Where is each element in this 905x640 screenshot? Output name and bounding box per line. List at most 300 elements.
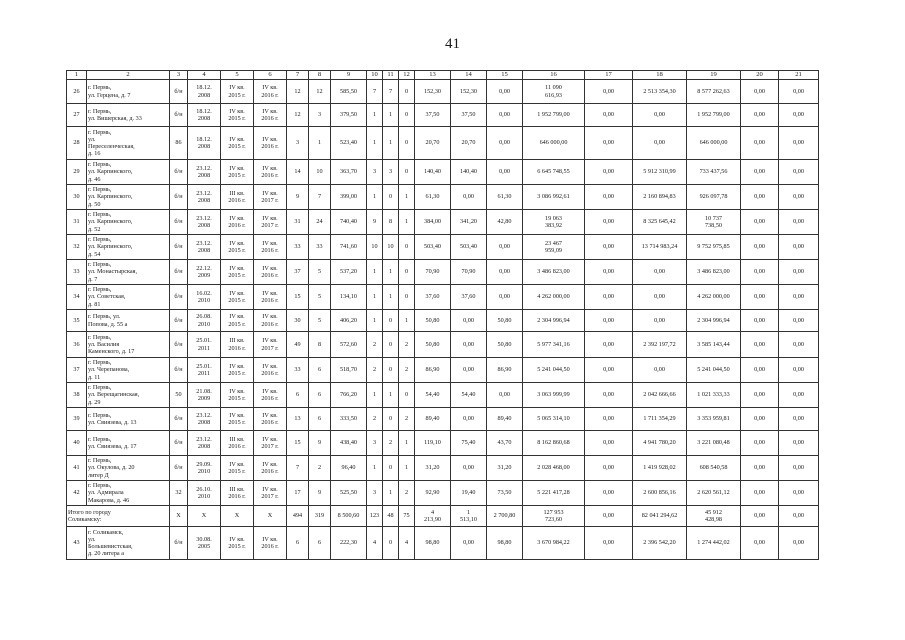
row-number-cell: 36 bbox=[67, 332, 87, 358]
value-cell: 525,50 bbox=[331, 481, 367, 506]
column-number-cell: 18 bbox=[633, 71, 687, 80]
row-number-cell: 28 bbox=[67, 127, 87, 160]
value-cell: 7 bbox=[287, 456, 309, 481]
row-number-cell: 26 bbox=[67, 80, 87, 104]
value-cell: 2 bbox=[367, 408, 383, 431]
value-cell: 3 bbox=[383, 160, 399, 185]
table-row bbox=[67, 358, 819, 383]
value-cell: 98,80 bbox=[415, 527, 451, 560]
housing-table bbox=[66, 70, 819, 560]
value-cell: 0,00 bbox=[451, 527, 487, 560]
value-cell: 61,30 bbox=[487, 185, 523, 210]
table-row bbox=[67, 481, 819, 506]
value-cell: 0,00 bbox=[585, 481, 633, 506]
table-row bbox=[67, 310, 819, 332]
column-number-cell: 1 bbox=[67, 71, 87, 80]
value-cell: 0,00 bbox=[585, 210, 633, 235]
table-row bbox=[67, 383, 819, 408]
value-cell: 37,50 bbox=[415, 104, 451, 127]
value-cell: 9 bbox=[309, 431, 331, 456]
value-cell: 1 bbox=[383, 127, 399, 160]
value-cell: 0,00 bbox=[741, 527, 779, 560]
value-cell: IV кв. 2016 г. bbox=[254, 456, 287, 481]
table-row bbox=[67, 104, 819, 127]
value-cell: 5 bbox=[309, 260, 331, 285]
value-cell: 0,00 bbox=[451, 456, 487, 481]
value-cell: 0,00 bbox=[779, 408, 819, 431]
value-cell: 96,40 bbox=[331, 456, 367, 481]
value-cell: 0,00 bbox=[633, 260, 687, 285]
address-cell: г. Пермь, ул. Адмирала Макарова, д. 46 bbox=[87, 481, 170, 506]
value-cell: 572,60 bbox=[331, 332, 367, 358]
value-cell: IV кв. 2017 г. bbox=[254, 185, 287, 210]
value-cell: 0,00 bbox=[451, 358, 487, 383]
value-cell: 0,00 bbox=[585, 358, 633, 383]
table-row bbox=[67, 235, 819, 260]
value-cell: 0,00 bbox=[779, 431, 819, 456]
value-cell: 0,00 bbox=[741, 332, 779, 358]
value-cell: 4 bbox=[399, 527, 415, 560]
value-cell: 0 bbox=[383, 408, 399, 431]
value-cell: 0,00 bbox=[779, 456, 819, 481]
value-cell: 37,60 bbox=[451, 285, 487, 310]
column-number-row bbox=[67, 71, 819, 80]
value-cell: 0,00 bbox=[451, 408, 487, 431]
value-cell: 8 bbox=[383, 210, 399, 235]
value-cell: 140,40 bbox=[415, 160, 451, 185]
value-cell: 740,40 bbox=[331, 210, 367, 235]
address-cell: г. Пермь, ул. Окулова, д. 20 литер Д bbox=[87, 456, 170, 481]
value-cell: 13 bbox=[287, 408, 309, 431]
row-number-cell: 42 bbox=[67, 481, 87, 506]
row-number-cell: 31 bbox=[67, 210, 87, 235]
column-number-cell: 17 bbox=[585, 71, 633, 80]
row-number-cell: 39 bbox=[67, 408, 87, 431]
value-cell: 379,50 bbox=[331, 104, 367, 127]
value-cell: 32 bbox=[170, 481, 188, 506]
value-cell: 23.12. 2008 bbox=[188, 160, 221, 185]
column-number-cell: 5 bbox=[221, 71, 254, 80]
value-cell: 0,00 bbox=[741, 358, 779, 383]
table-row bbox=[67, 127, 819, 160]
value-cell: IV кв. 2015 г. bbox=[221, 285, 254, 310]
value-cell: 1 bbox=[309, 127, 331, 160]
row-number-cell: 40 bbox=[67, 431, 87, 456]
value-cell: 26.08. 2010 bbox=[188, 310, 221, 332]
value-cell: 73,50 bbox=[487, 481, 523, 506]
value-cell: 2 304 996,94 bbox=[523, 310, 585, 332]
value-cell: 0,00 bbox=[779, 127, 819, 160]
value-cell: 2 396 542,20 bbox=[633, 527, 687, 560]
value-cell: 2 bbox=[309, 456, 331, 481]
value-cell: 14 bbox=[287, 160, 309, 185]
value-cell: 1 419 928,02 bbox=[633, 456, 687, 481]
value-cell: 0 bbox=[399, 235, 415, 260]
column-number-cell: 3 bbox=[170, 71, 188, 80]
value-cell: 92,90 bbox=[415, 481, 451, 506]
value-cell: 33 bbox=[309, 235, 331, 260]
value-cell: 2 bbox=[383, 431, 399, 456]
address-cell: г. Пермь, ул. Верещагинская, д. 29 bbox=[87, 383, 170, 408]
value-cell: X bbox=[188, 506, 221, 527]
value-cell: 0,00 bbox=[585, 185, 633, 210]
value-cell: 333,50 bbox=[331, 408, 367, 431]
value-cell: 0,00 bbox=[585, 332, 633, 358]
address-cell: г. Пермь, ул. Карпинского, д. 54 bbox=[87, 235, 170, 260]
value-cell: 608 540,58 bbox=[687, 456, 741, 481]
value-cell: 0 bbox=[383, 527, 399, 560]
value-cell: 31,20 bbox=[487, 456, 523, 481]
value-cell: 3 063 999,99 bbox=[523, 383, 585, 408]
value-cell: 0 bbox=[399, 160, 415, 185]
value-cell: 1 bbox=[367, 127, 383, 160]
value-cell: 37,60 bbox=[415, 285, 451, 310]
value-cell: 123 bbox=[367, 506, 383, 527]
value-cell: 2 600 856,16 bbox=[633, 481, 687, 506]
value-cell: 384,00 bbox=[415, 210, 451, 235]
value-cell: IV кв. 2016 г. bbox=[254, 260, 287, 285]
row-number-cell: 35 bbox=[67, 310, 87, 332]
value-cell: 140,40 bbox=[451, 160, 487, 185]
row-number-cell: 34 bbox=[67, 285, 87, 310]
address-cell: г. Пермь, ул. Карпинского, д. 50 bbox=[87, 185, 170, 210]
value-cell: 7 bbox=[367, 80, 383, 104]
value-cell: 3 585 143,44 bbox=[687, 332, 741, 358]
value-cell: 0,00 bbox=[451, 310, 487, 332]
value-cell: IV кв. 2016 г. bbox=[221, 210, 254, 235]
value-cell: 2 bbox=[367, 358, 383, 383]
value-cell: 0,00 bbox=[487, 260, 523, 285]
value-cell: 0,00 bbox=[585, 235, 633, 260]
value-cell: б/н bbox=[170, 431, 188, 456]
value-cell: IV кв. 2016 г. bbox=[254, 408, 287, 431]
row-number-cell: 43 bbox=[67, 527, 87, 560]
value-cell: 2 160 894,83 bbox=[633, 185, 687, 210]
value-cell: 1 bbox=[383, 383, 399, 408]
value-cell: б/н bbox=[170, 185, 188, 210]
value-cell: 0,00 bbox=[779, 310, 819, 332]
column-number-cell: 20 bbox=[741, 71, 779, 80]
total-row bbox=[67, 506, 819, 527]
value-cell: IV кв. 2016 г. bbox=[254, 160, 287, 185]
column-number-cell: 7 bbox=[287, 71, 309, 80]
value-cell: 18.12. 2008 bbox=[188, 80, 221, 104]
value-cell: 0 bbox=[399, 383, 415, 408]
value-cell: 0,00 bbox=[487, 285, 523, 310]
table-row bbox=[67, 408, 819, 431]
value-cell: X bbox=[221, 506, 254, 527]
row-number-cell: 41 bbox=[67, 456, 87, 481]
value-cell: 98,80 bbox=[487, 527, 523, 560]
value-cell: 25.01. 2011 bbox=[188, 358, 221, 383]
value-cell: 766,20 bbox=[331, 383, 367, 408]
value-cell: 0,00 bbox=[585, 127, 633, 160]
value-cell: 20,70 bbox=[451, 127, 487, 160]
value-cell: 70,90 bbox=[415, 260, 451, 285]
value-cell: 75 bbox=[399, 506, 415, 527]
value-cell: 33 bbox=[287, 358, 309, 383]
value-cell: 0,00 bbox=[487, 383, 523, 408]
value-cell: 54,40 bbox=[451, 383, 487, 408]
value-cell: б/н bbox=[170, 358, 188, 383]
value-cell: 10 bbox=[383, 235, 399, 260]
value-cell: 0,00 bbox=[779, 527, 819, 560]
column-number-cell: 9 bbox=[331, 71, 367, 80]
value-cell: IV кв. 2015 г. bbox=[221, 408, 254, 431]
value-cell: 2 bbox=[399, 408, 415, 431]
value-cell: 3 bbox=[367, 160, 383, 185]
value-cell: 31,20 bbox=[415, 456, 451, 481]
value-cell: 61,30 bbox=[415, 185, 451, 210]
address-cell: г. Пермь, ул. Карпинского, д. 52 bbox=[87, 210, 170, 235]
value-cell: 24 bbox=[309, 210, 331, 235]
value-cell: 363,70 bbox=[331, 160, 367, 185]
value-cell: 0,00 bbox=[779, 160, 819, 185]
value-cell: 0,00 bbox=[741, 310, 779, 332]
value-cell: 0,00 bbox=[633, 310, 687, 332]
address-cell: г. Пермь, ул. Попова, д. 55 а bbox=[87, 310, 170, 332]
value-cell: 6 bbox=[309, 408, 331, 431]
value-cell: 0 bbox=[399, 260, 415, 285]
value-cell: 0,00 bbox=[741, 383, 779, 408]
value-cell: 20,70 bbox=[415, 127, 451, 160]
value-cell: IV кв. 2016 г. bbox=[254, 235, 287, 260]
value-cell: 0,00 bbox=[585, 527, 633, 560]
value-cell: IV кв. 2016 г. bbox=[254, 310, 287, 332]
address-cell: г. Пермь, ул. Черепанова, д. 11 bbox=[87, 358, 170, 383]
value-cell: 0,00 bbox=[779, 260, 819, 285]
value-cell: 3 486 823,00 bbox=[687, 260, 741, 285]
value-cell: 5 065 314,10 bbox=[523, 408, 585, 431]
value-cell: 30.08. 2005 bbox=[188, 527, 221, 560]
table-row bbox=[67, 332, 819, 358]
value-cell: 0,00 bbox=[633, 104, 687, 127]
table-row bbox=[67, 80, 819, 104]
value-cell: 0,00 bbox=[741, 160, 779, 185]
value-cell: 43,70 bbox=[487, 431, 523, 456]
value-cell: IV кв. 2016 г. bbox=[254, 383, 287, 408]
total-label-cell: Итого по городу Соликамску: bbox=[67, 506, 170, 527]
address-cell: г. Соликамск, ул. Большевистская, д. 20 литера а bbox=[87, 527, 170, 560]
value-cell: 4 262 000,00 bbox=[687, 285, 741, 310]
value-cell: 1 bbox=[399, 185, 415, 210]
value-cell: 1 952 799,00 bbox=[523, 104, 585, 127]
address-cell: г. Пермь, ул. Переселенческая, д. 16 bbox=[87, 127, 170, 160]
value-cell: 33 bbox=[287, 235, 309, 260]
value-cell: IV кв. 2017 г. bbox=[254, 332, 287, 358]
value-cell: 75,40 bbox=[451, 431, 487, 456]
value-cell: IV кв. 2016 г. bbox=[254, 80, 287, 104]
value-cell: IV кв. 2017 г. bbox=[254, 210, 287, 235]
value-cell: 0,00 bbox=[741, 127, 779, 160]
value-cell: 9 bbox=[287, 185, 309, 210]
value-cell: 2 304 996,94 bbox=[687, 310, 741, 332]
value-cell: 0,00 bbox=[741, 506, 779, 527]
value-cell: 0,00 bbox=[779, 210, 819, 235]
value-cell: 0 bbox=[383, 332, 399, 358]
value-cell: 0,00 bbox=[779, 104, 819, 127]
value-cell: 0,00 bbox=[779, 235, 819, 260]
value-cell: 0,00 bbox=[779, 506, 819, 527]
value-cell: 1 bbox=[367, 260, 383, 285]
value-cell: 12 bbox=[287, 80, 309, 104]
value-cell: 0,00 bbox=[487, 104, 523, 127]
value-cell: 0,00 bbox=[779, 185, 819, 210]
value-cell: 399,00 bbox=[331, 185, 367, 210]
value-cell: 17 bbox=[287, 481, 309, 506]
page-number: 41 bbox=[445, 36, 460, 52]
value-cell: 3 bbox=[309, 104, 331, 127]
value-cell: 25.01. 2011 bbox=[188, 332, 221, 358]
value-cell: 8 500,60 bbox=[331, 506, 367, 527]
value-cell: 0,00 bbox=[779, 332, 819, 358]
value-cell: 5 241 044,50 bbox=[523, 358, 585, 383]
value-cell: X bbox=[170, 506, 188, 527]
value-cell: IV кв. 2016 г. bbox=[254, 285, 287, 310]
value-cell: б/н bbox=[170, 104, 188, 127]
value-cell: 16.02. 2010 bbox=[188, 285, 221, 310]
value-cell: 119,10 bbox=[415, 431, 451, 456]
column-number-cell: 21 bbox=[779, 71, 819, 80]
value-cell: 9 752 975,85 bbox=[687, 235, 741, 260]
value-cell: 1 bbox=[367, 383, 383, 408]
value-cell: 0 bbox=[399, 80, 415, 104]
value-cell: 1 952 799,00 bbox=[687, 104, 741, 127]
value-cell: 31 bbox=[287, 210, 309, 235]
column-number-cell: 4 bbox=[188, 71, 221, 80]
value-cell: 10 bbox=[309, 160, 331, 185]
value-cell: IV кв. 2015 г. bbox=[221, 80, 254, 104]
value-cell: 0,00 bbox=[585, 431, 633, 456]
value-cell: IV кв. 2015 г. bbox=[221, 310, 254, 332]
value-cell: 15 bbox=[287, 431, 309, 456]
row-number-cell: 30 bbox=[67, 185, 87, 210]
value-cell: 1 bbox=[383, 104, 399, 127]
value-cell: 89,40 bbox=[487, 408, 523, 431]
value-cell: 2 042 666,66 bbox=[633, 383, 687, 408]
row-number-cell: 27 bbox=[67, 104, 87, 127]
value-cell: б/н bbox=[170, 80, 188, 104]
value-cell: 23.12. 2008 bbox=[188, 235, 221, 260]
value-cell: 0,00 bbox=[741, 80, 779, 104]
value-cell: 0,00 bbox=[741, 285, 779, 310]
value-cell: 5 bbox=[309, 310, 331, 332]
value-cell: 3 bbox=[367, 481, 383, 506]
value-cell: 741,60 bbox=[331, 235, 367, 260]
row-number-cell: 33 bbox=[67, 260, 87, 285]
value-cell: 0,00 bbox=[633, 358, 687, 383]
value-cell: 9 bbox=[367, 210, 383, 235]
value-cell: 11 090 616,93 bbox=[523, 80, 585, 104]
value-cell: 1 bbox=[383, 481, 399, 506]
value-cell: 0 bbox=[399, 127, 415, 160]
value-cell: 0,00 bbox=[741, 260, 779, 285]
value-cell: IV кв. 2016 г. bbox=[254, 104, 287, 127]
value-cell: б/н bbox=[170, 210, 188, 235]
value-cell: 0 bbox=[383, 310, 399, 332]
value-cell: 4 bbox=[367, 527, 383, 560]
value-cell: 222,30 bbox=[331, 527, 367, 560]
value-cell: 2 700,80 bbox=[487, 506, 523, 527]
value-cell: 2 513 354,30 bbox=[633, 80, 687, 104]
column-number-cell: 15 bbox=[487, 71, 523, 80]
value-cell: 37 bbox=[287, 260, 309, 285]
value-cell: 503,40 bbox=[451, 235, 487, 260]
value-cell: 4 213,90 bbox=[415, 506, 451, 527]
value-cell: 23.12. 2008 bbox=[188, 185, 221, 210]
value-cell: 1 bbox=[367, 456, 383, 481]
address-cell: г. Пермь, ул. Советская, д. 81 bbox=[87, 285, 170, 310]
value-cell: 127 953 723,60 bbox=[523, 506, 585, 527]
value-cell: 319 bbox=[309, 506, 331, 527]
value-cell: 0,00 bbox=[585, 310, 633, 332]
value-cell: III кв. 2016 г. bbox=[221, 185, 254, 210]
value-cell: 926 097,78 bbox=[687, 185, 741, 210]
address-cell: г. Пермь, ул. Герцена, д. 7 bbox=[87, 80, 170, 104]
value-cell: 8 162 860,68 bbox=[523, 431, 585, 456]
value-cell: 86,90 bbox=[487, 358, 523, 383]
value-cell: 7 bbox=[383, 80, 399, 104]
value-cell: 3 086 992,61 bbox=[523, 185, 585, 210]
value-cell: 0,00 bbox=[585, 104, 633, 127]
value-cell: 0,00 bbox=[779, 358, 819, 383]
value-cell: 0,00 bbox=[741, 481, 779, 506]
value-cell: 3 486 823,00 bbox=[523, 260, 585, 285]
value-cell: 0,00 bbox=[633, 285, 687, 310]
value-cell: 48 bbox=[383, 506, 399, 527]
value-cell: 54,40 bbox=[415, 383, 451, 408]
value-cell: 10 737 738,50 bbox=[687, 210, 741, 235]
value-cell: 2 bbox=[367, 332, 383, 358]
value-cell: 152,30 bbox=[415, 80, 451, 104]
value-cell: 3 353 959,81 bbox=[687, 408, 741, 431]
value-cell: 7 bbox=[309, 185, 331, 210]
value-cell: б/н bbox=[170, 285, 188, 310]
value-cell: 406,20 bbox=[331, 310, 367, 332]
row-number-cell: 29 bbox=[67, 160, 87, 185]
value-cell: 1 bbox=[367, 310, 383, 332]
value-cell: 2 392 197,72 bbox=[633, 332, 687, 358]
value-cell: 22.12. 2009 bbox=[188, 260, 221, 285]
value-cell: 15 bbox=[287, 285, 309, 310]
value-cell: б/н bbox=[170, 235, 188, 260]
value-cell: 503,40 bbox=[415, 235, 451, 260]
value-cell: 438,40 bbox=[331, 431, 367, 456]
value-cell: 5 977 341,16 bbox=[523, 332, 585, 358]
value-cell: IV кв. 2015 г. bbox=[221, 127, 254, 160]
value-cell: 49 bbox=[287, 332, 309, 358]
value-cell: 1 bbox=[383, 285, 399, 310]
value-cell: 1 513,10 bbox=[451, 506, 487, 527]
value-cell: 23.12. 2008 bbox=[188, 431, 221, 456]
column-number-cell: 13 bbox=[415, 71, 451, 80]
table-row bbox=[67, 160, 819, 185]
value-cell: 70,90 bbox=[451, 260, 487, 285]
value-cell: 0 bbox=[383, 456, 399, 481]
value-cell: 0,00 bbox=[779, 285, 819, 310]
value-cell: 0 bbox=[383, 358, 399, 383]
value-cell: 3 221 080,48 bbox=[687, 431, 741, 456]
value-cell: 2 028 468,00 bbox=[523, 456, 585, 481]
value-cell: 6 bbox=[309, 358, 331, 383]
value-cell: 0,00 bbox=[451, 185, 487, 210]
value-cell: 646 000,00 bbox=[523, 127, 585, 160]
value-cell: 19 063 383,92 bbox=[523, 210, 585, 235]
value-cell: 0,00 bbox=[585, 408, 633, 431]
value-cell: 86 bbox=[170, 127, 188, 160]
value-cell: 0,00 bbox=[585, 260, 633, 285]
value-cell: 12 bbox=[287, 104, 309, 127]
